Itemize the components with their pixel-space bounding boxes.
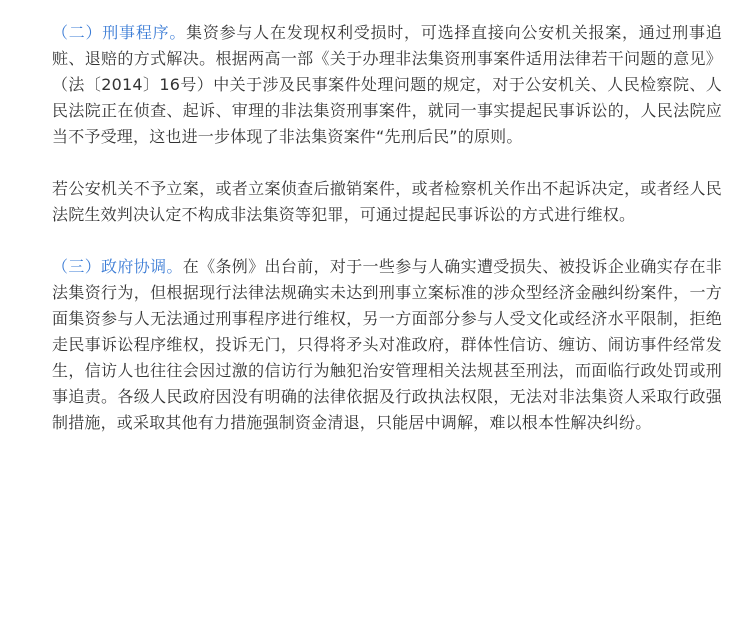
article-body bbox=[52, 20, 722, 436]
paragraph-text: 若公安机关不予立案，或者立案侦查后撤销案件，或者检察机关作出不起诉决定，或者经人民法院生效判决认定不构成非法集资等犯罪，可通过提起民事诉讼的方式进行维权。 bbox=[52, 179, 722, 224]
paragraph-civil-litigation bbox=[52, 176, 722, 228]
section-heading-government-coordination: （三）政府协调。 bbox=[52, 257, 183, 276]
paragraph-government-coordination bbox=[52, 254, 722, 436]
paragraph-text: 集资参与人在发现权利受损时，可选择直接向公安机关报案，通过刑事追赃、退赔的方式解决。根据两高一部《关于办理非法集资刑事案件适用法律若干问题的意见》（法〔2014〕16号）中关于涉及民事案件处理问题的规定，对于公安机关、人民检察院、人民法院正在侦查、起诉、审理的非法集资刑事案件，就同一事实提起民事诉讼的，人民法院应当不予受理，这也进一步体现了非法集资案件“先刑后民”的原则。 bbox=[52, 23, 723, 146]
paragraph-criminal-procedure bbox=[52, 20, 722, 150]
section-heading-criminal-procedure: （二）刑事程序。 bbox=[52, 23, 187, 42]
paragraph-text: 在《条例》出台前，对于一些参与人确实遭受损失、被投诉企业确实存在非法集资行为，但根据现行法律法规确实未达到刑事立案标准的涉众型经济金融纠纷案件，一方面集资参与人无法通过刑事程序进行维权，另一方面部分参与人受文化或经济水平限制，拒绝走民事诉讼程序维权，投诉无门，只得将矛头对准政府，群体性信访、缠访、闹访事件经常发生，信访人也往往会因过激的信访行为触犯治安管理相关法规甚至刑法，而面临行政处罚或刑事追责。各级人民政府因没有明确的法律依据及行政执法权限，无法对非法集资人采取行政强制措施，或采取其他有力措施强制资金清退，只能居中调解，难以根本性解决纠纷。 bbox=[52, 257, 722, 432]
